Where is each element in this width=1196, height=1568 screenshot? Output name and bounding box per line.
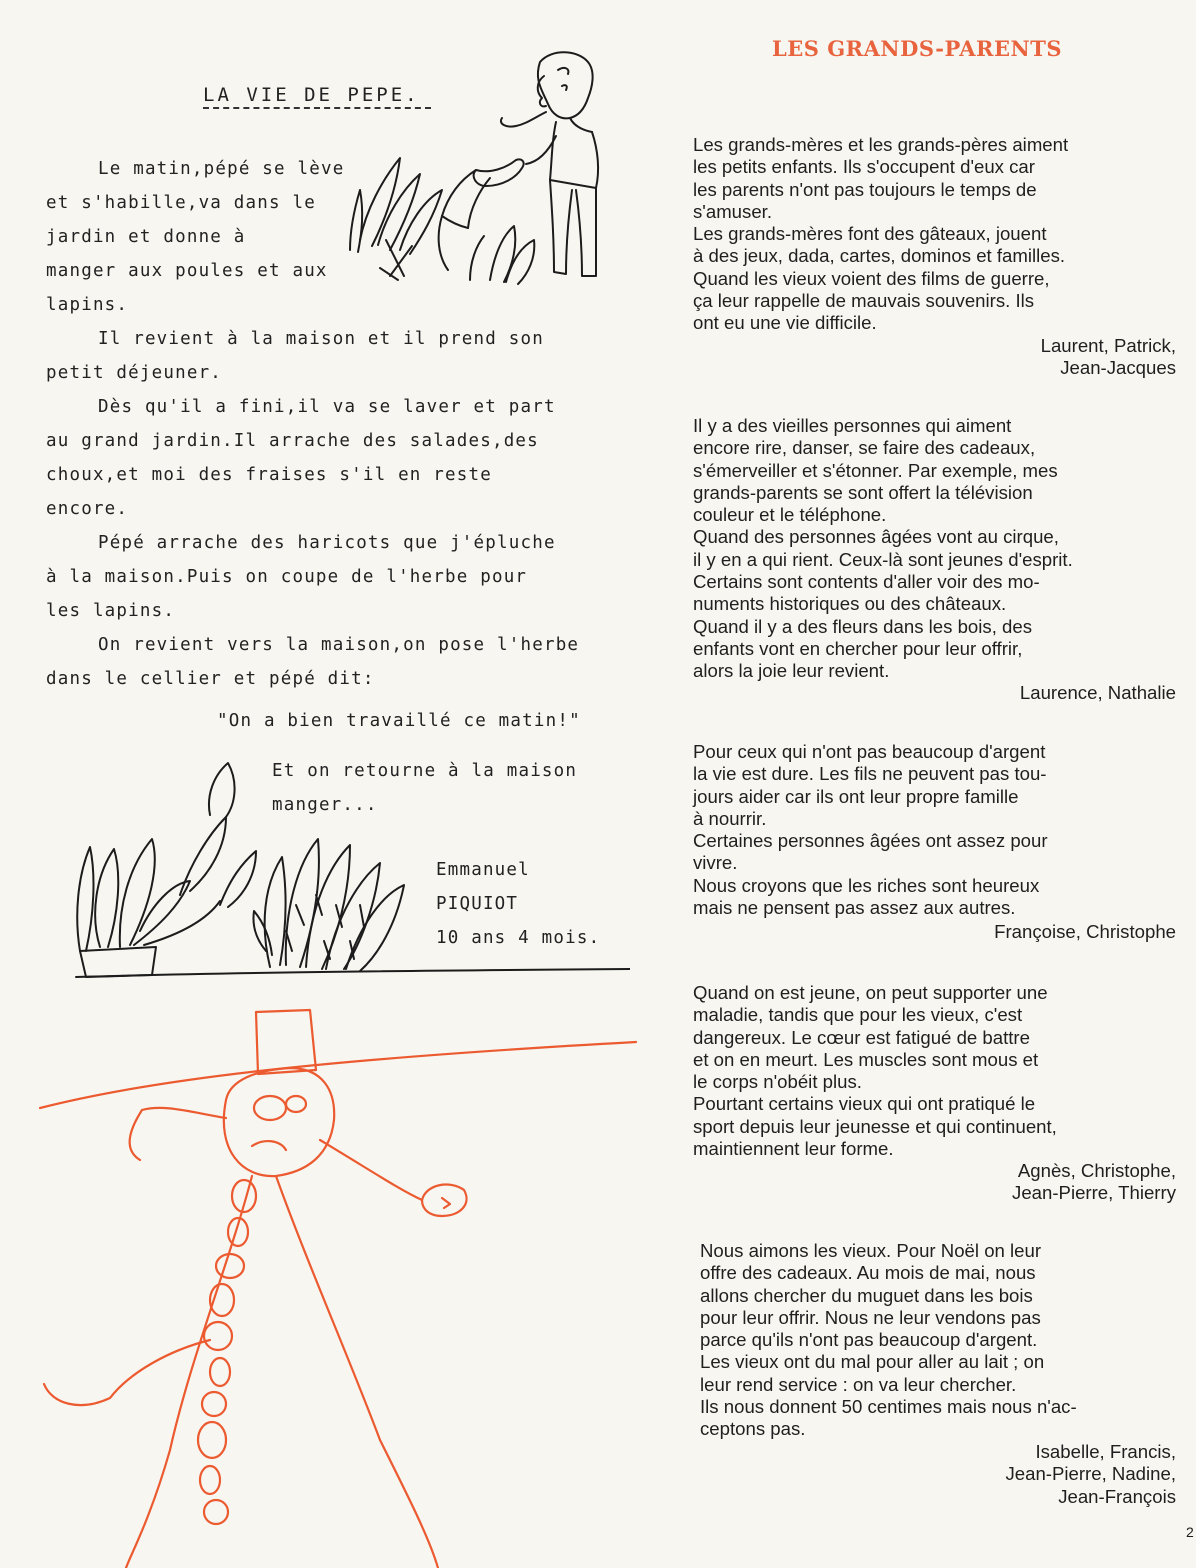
text-line: les petits enfants. Ils s'occupent d'eux car xyxy=(693,156,1035,178)
text-line: allons chercher du muguet dans les bois xyxy=(700,1284,1033,1306)
story-line: encore. xyxy=(46,499,129,519)
text-line: Certaines personnes âgées ont assez pour xyxy=(693,830,1048,852)
author-last-name: PIQUIOT xyxy=(436,894,519,914)
author-line: Françoise, Christophe xyxy=(994,921,1176,942)
author-first-name: Emmanuel xyxy=(436,860,530,880)
author-line: Laurent, Patrick, xyxy=(1040,335,1176,356)
author-line: Jean-Pierre, Thierry xyxy=(1012,1182,1176,1204)
text-line: leur rend service : on va leur chercher. xyxy=(700,1373,1017,1395)
potted-plant-drawing xyxy=(60,755,630,985)
text-line: les parents n'ont pas toujours le temps de xyxy=(693,178,1037,200)
text-line: maladie, tandis que pour les vieux, c'est xyxy=(693,1004,1023,1026)
author-line: Jean-François xyxy=(1058,1485,1176,1507)
article-paragraph xyxy=(693,741,1179,919)
text-line: enfants vont en chercher pour leur offrir, xyxy=(693,637,1023,659)
story-line: choux,et moi des fraises s'il en reste xyxy=(46,465,492,485)
text-line: ça leur rappelle de mauvais souvenirs. Ils xyxy=(693,290,1035,312)
page-number: 2 xyxy=(1186,1524,1194,1540)
article-authors xyxy=(1041,335,1176,380)
text-line: le corps n'obéit plus. xyxy=(693,1071,862,1093)
text-line: ceptons pas. xyxy=(700,1418,806,1440)
article-heading: LES GRANDS-PARENTS xyxy=(772,36,1062,61)
article-paragraph xyxy=(693,415,1179,683)
text-line: Pourtant certains vieux qui ont pratiqué le xyxy=(693,1093,1036,1115)
text-line: il y en a qui rient. Ceux-là sont jeunes d'esprit. xyxy=(693,548,1073,570)
story-line: lapins. xyxy=(46,295,129,315)
text-line: Nous croyons que les riches sont heureux xyxy=(693,874,1040,896)
text-line: Quand on est jeune, on peut supporter une xyxy=(693,982,1048,1003)
text-line: dangereux. Le cœur est fatigué de battre xyxy=(693,1026,1030,1048)
text-line: Quand il y a des fleurs dans les bois, des xyxy=(693,615,1033,637)
text-line: parce qu'ils n'ont pas beaucoup d'argent. xyxy=(700,1329,1038,1351)
text-line: pour leur offrir. Nous ne leur vendons pas xyxy=(700,1306,1041,1328)
article-paragraph xyxy=(700,1240,1180,1441)
story-line: jardin et donne à xyxy=(46,227,246,247)
text-line: alors la joie leur revient. xyxy=(693,660,890,682)
article-authors xyxy=(994,921,1176,943)
story-line: Pépé arrache des haricots que j'épluche xyxy=(98,533,556,553)
text-line: s'émerveiller et s'étonner. Par exemple, mes xyxy=(693,459,1058,481)
text-line: Quand les vieux voient des films de guerre, xyxy=(693,267,1050,289)
text-line: vivre. xyxy=(693,852,738,874)
story-line: manger aux poules et aux xyxy=(46,261,328,281)
story-line: Le matin,pépé se lève xyxy=(98,159,345,179)
story-line: Dès qu'il a fini,il va se laver et part xyxy=(98,397,556,417)
article-paragraph xyxy=(693,134,1179,335)
story-quote: "On a bien travaillé ce matin!" xyxy=(217,711,581,731)
article-authors xyxy=(1020,682,1176,704)
text-line: numents historiques ou des châteaux. xyxy=(693,593,1007,615)
text-line: la vie est dure. Les fils ne peuvent pas tou- xyxy=(693,763,1047,785)
story-line: Il revient à la maison et il prend son xyxy=(98,329,544,349)
text-line: Pour ceux qui n'ont pas beaucoup d'argent xyxy=(693,741,1046,762)
text-line: mais ne pensent pas assez aux autres. xyxy=(693,897,1016,919)
text-line: à nourrir. xyxy=(693,807,767,829)
text-line: ont eu une vie difficile. xyxy=(693,312,877,334)
story-line: et s'habille,va dans le xyxy=(46,193,316,213)
text-line: Certains sont contents d'aller voir des mo- xyxy=(693,571,1040,593)
text-line: Quand des personnes âgées vont au cirque, xyxy=(693,526,1059,548)
text-line: Les grands-mères et les grands-pères aiment xyxy=(693,134,1069,155)
article-authors xyxy=(1012,1160,1176,1205)
text-line: grands-parents se sont offert la télévision xyxy=(693,481,1033,503)
author-line: Isabelle, Francis, xyxy=(1035,1441,1176,1462)
author-line: Agnès, Christophe, xyxy=(1017,1160,1176,1181)
text-line: sport depuis leur jeunesse et qui continuent, xyxy=(693,1115,1057,1137)
text-line: couleur et le téléphone. xyxy=(693,504,887,526)
story-line: On revient vers la maison,on pose l'herbe xyxy=(98,635,580,655)
author-line: Laurence, Nathalie xyxy=(1019,682,1176,703)
text-line: encore rire, danser, se faire des cadeaux, xyxy=(693,437,1036,459)
story-title: LA VIE DE PEPE. xyxy=(203,84,420,106)
author-line: Jean-Pierre, Nadine, xyxy=(1005,1463,1176,1485)
text-line: à des jeux, dada, cartes, dominos et familles. xyxy=(693,245,1066,267)
article-paragraph xyxy=(693,982,1179,1160)
story-line: à la maison.Puis on coupe de l'herbe pour xyxy=(46,567,528,587)
author-line: Jean-Jacques xyxy=(1060,357,1176,379)
text-line: Ils nous donnent 50 centimes mais nous n'ac- xyxy=(700,1396,1077,1418)
text-line: Nous aimons les vieux. Pour Noël on leur xyxy=(700,1240,1042,1261)
ending-line: Et on retourne à la maison xyxy=(272,761,578,781)
story-line: les lapins. xyxy=(46,601,176,621)
text-line: jours aider car ils ont leur propre famille xyxy=(693,785,1019,807)
text-line: Les vieux ont du mal pour aller au lait ; on xyxy=(700,1351,1045,1373)
author-age: 10 ans 4 mois. xyxy=(436,928,601,948)
grandpa-watering-drawing xyxy=(330,40,630,300)
text-line: et on en meurt. Les muscles sont mous et xyxy=(693,1048,1039,1070)
story-line: au grand jardin.Il arrache des salades,des xyxy=(46,431,539,451)
article-authors xyxy=(1005,1441,1176,1508)
text-line: maintiennent leur forme. xyxy=(693,1138,894,1160)
text-line: offre des cadeaux. Au mois de mai, nous xyxy=(700,1262,1036,1284)
ending-line: manger... xyxy=(272,795,378,815)
grandmother-orange-drawing xyxy=(30,1000,650,1568)
text-line: Les grands-mères font des gâteaux, jouent xyxy=(693,223,1047,245)
text-line: s'amuser. xyxy=(693,200,772,222)
story-line: petit déjeuner. xyxy=(46,363,223,383)
text-line: Il y a des vieilles personnes qui aiment xyxy=(693,415,1012,436)
story-line: dans le cellier et pépé dit: xyxy=(46,669,375,689)
